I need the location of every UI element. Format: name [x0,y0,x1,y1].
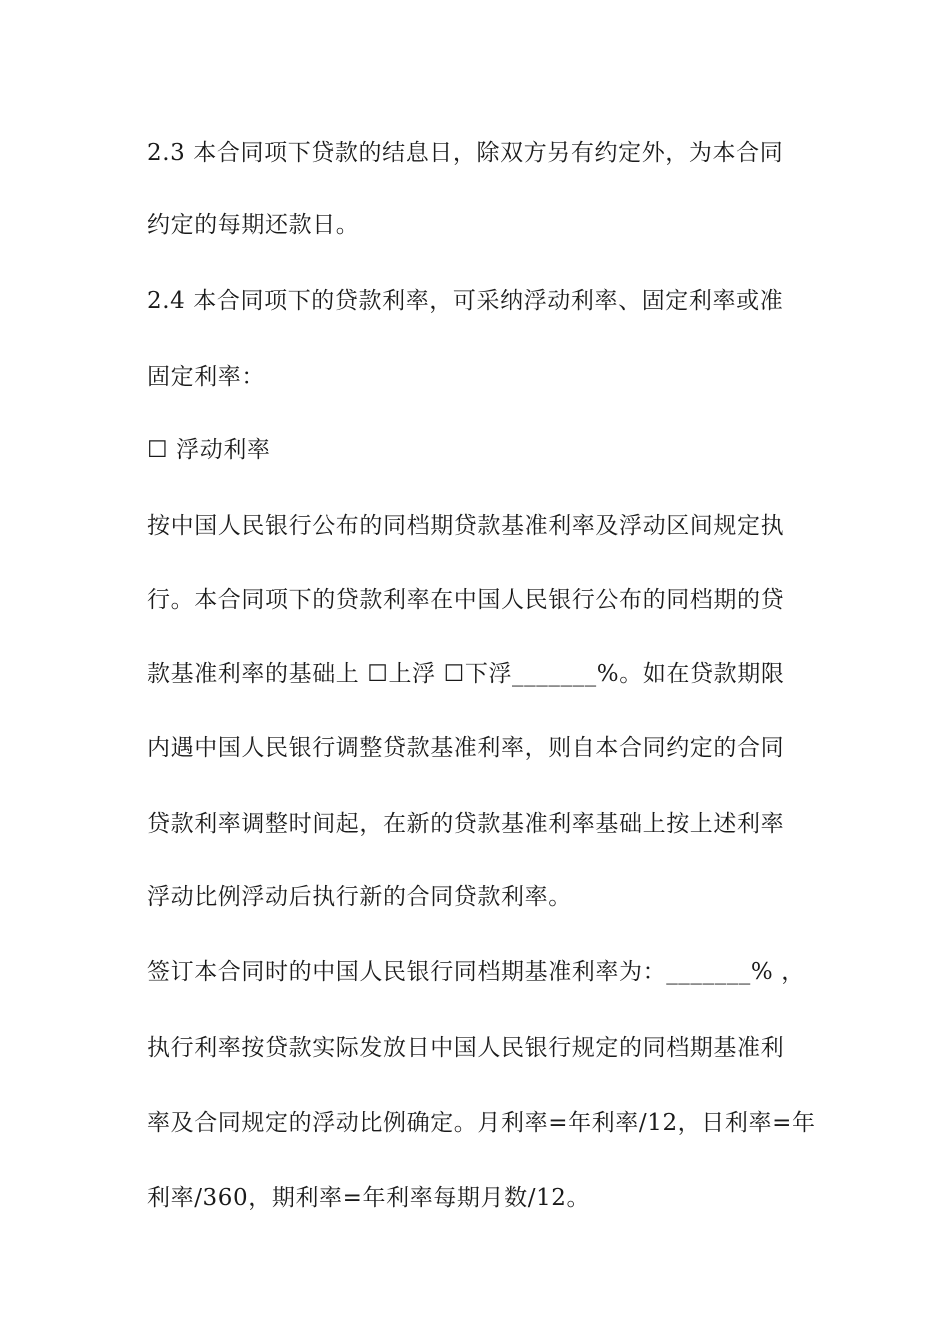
floating-rate-checkbox-label: ☐ 浮动利率 [147,437,271,463]
base-rate-text-line-2: 执行利率按贷款实际发放日中国人民银行规定的同档期基准利 [147,1035,785,1061]
paragraph-2-3-line-2: 约定的每期还款日。 [147,212,360,238]
base-rate-text-line-1: 签订本合同时的中国人民银行同档期基准利率为：_______% ， [147,959,805,985]
paragraph-2-3-line-1: 2.3 本合同项下贷款的结息日，除双方另有约定外，为本合同 [147,140,784,166]
base-rate-text-line-4: 利率/360，期利率=年利率每期月数/12。 [147,1185,591,1211]
paragraph-2-4-line-2: 固定利率： [147,364,265,390]
floating-rate-text-line-4: 内遇中国人民银行调整贷款基准利率，则自本合同约定的合同 [147,735,785,761]
floating-rate-text-line-3: 款基准利率的基础上 ☐上浮 ☐下浮_______%。如在贷款期限 [147,661,785,687]
floating-rate-text-line-2: 行。本合同项下的贷款利率在中国人民银行公布的同档期的贷 [147,587,785,613]
floating-rate-text-line-1: 按中国人民银行公布的同档期贷款基准利率及浮动区间规定执 [147,513,785,539]
floating-rate-text-line-5: 贷款利率调整时间起，在新的贷款基准利率基础上按上述利率 [147,811,785,837]
paragraph-2-4-line-1: 2.4 本合同项下的贷款利率，可采纳浮动利率、固定利率或准 [147,288,784,314]
floating-rate-text-line-6: 浮动比例浮动后执行新的合同贷款利率。 [147,884,572,910]
base-rate-text-line-3: 率及合同规定的浮动比例确定。月利率=年利率/12，日利率=年 [147,1110,816,1136]
